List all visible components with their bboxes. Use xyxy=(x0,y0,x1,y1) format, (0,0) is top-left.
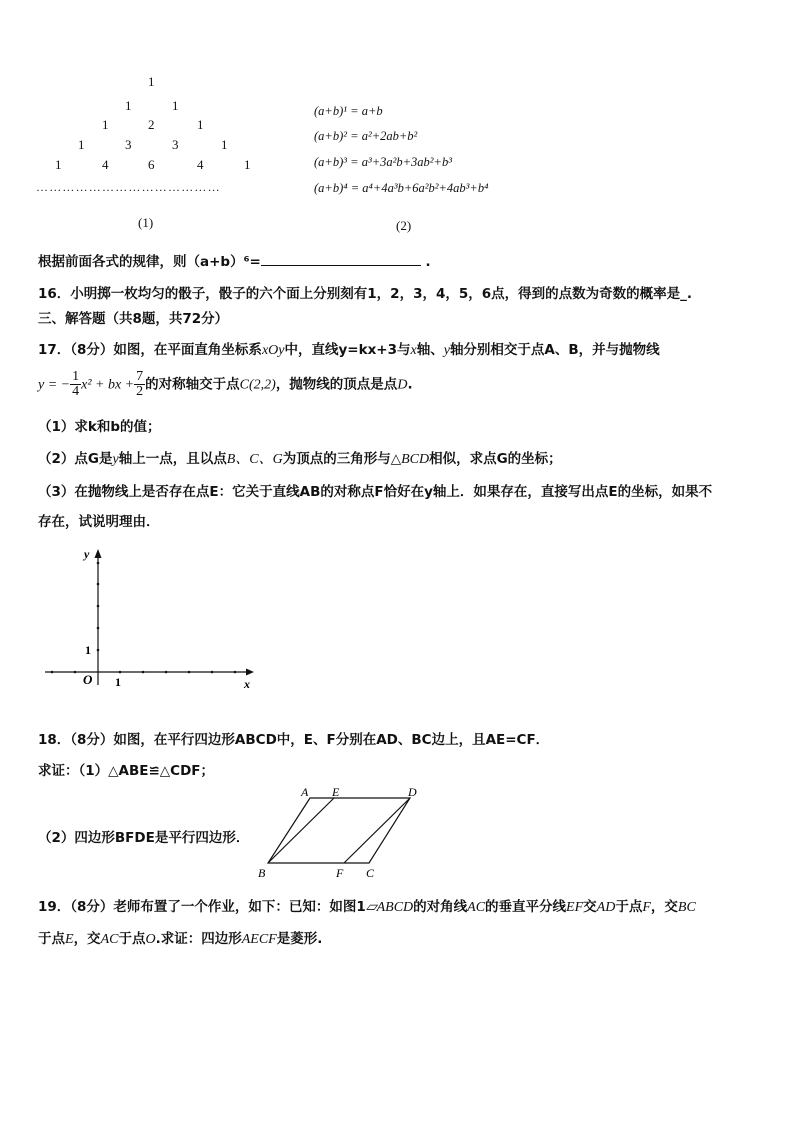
q18-line3: （2）四边形BFDE是平行四边形． xyxy=(38,830,250,846)
origin-label: O xyxy=(83,672,93,687)
pascal-r4-4: 1 xyxy=(221,137,228,152)
q19-line1 xyxy=(38,895,696,916)
point-e: E xyxy=(65,932,74,947)
x-axis-label: x xyxy=(244,677,250,690)
q17-text: 相似，求点G的坐标； xyxy=(429,451,562,467)
q17-text: 的对称轴交于点 xyxy=(145,376,240,393)
q17-text: 中，直线y=kx+3与 xyxy=(284,342,411,358)
fraction-quarter xyxy=(70,370,81,399)
parallelogram-abcd xyxy=(268,798,410,863)
q19-text: ，交 xyxy=(73,931,101,947)
q17-part2 xyxy=(38,447,562,468)
label-a: A xyxy=(301,786,309,799)
q19-line2 xyxy=(38,927,322,948)
figure-caption-1: (1) xyxy=(138,215,154,230)
pascal-r4-1: 1 xyxy=(78,137,85,152)
label-e: E xyxy=(332,786,340,799)
answer-blank xyxy=(261,253,421,266)
q17-line2 xyxy=(38,370,413,399)
label-d: D xyxy=(408,786,417,799)
q19-text: 的对角线 xyxy=(413,899,468,915)
point-f: F xyxy=(642,900,651,915)
q17-points: B、C、G xyxy=(226,452,283,467)
figure-caption-2: (2) xyxy=(396,218,412,233)
q19-text: 19．（8分）老师布置了一个作业，如下：已知：如图1 xyxy=(38,899,366,915)
coordinate-axes-figure xyxy=(40,545,265,690)
q17-text: 为顶点的三角形与△ xyxy=(282,451,402,467)
frac-den: 2 xyxy=(136,384,144,399)
pascal-r5-3: 6 xyxy=(148,157,155,172)
q19-text: 于点 xyxy=(38,931,65,947)
segment-ac: AC xyxy=(467,900,486,915)
y-axis-arrow xyxy=(95,549,102,558)
parallelogram-figure xyxy=(252,786,427,882)
segment-ef: EF xyxy=(566,900,584,915)
parallelogram-symbol: ▱ABCD xyxy=(365,900,414,915)
pascal-r5-5: 1 xyxy=(244,157,251,172)
q17-text: . xyxy=(407,376,413,393)
parabola-eq-mid: x² + bx + xyxy=(81,377,135,393)
point-o: O xyxy=(145,932,156,947)
expansion-2: (a+b)² = a²+2ab+b² xyxy=(314,129,418,143)
q18-line1: 18．（8分）如图，在平行四边形ABCD中，E、F分别在AD、BC边上，且AE=CF． xyxy=(38,732,550,748)
pascal-r5-2: 4 xyxy=(102,157,109,172)
pascal-r5-4: 4 xyxy=(197,157,204,172)
segment-fd xyxy=(344,798,410,863)
q17-text: 17．（8分）如图，在平面直角坐标系 xyxy=(38,342,262,358)
pascal-r3-2: 2 xyxy=(148,117,155,132)
q17-part3-line2: 存在，试说明理由． xyxy=(38,514,160,530)
segment-ad: AD xyxy=(596,900,616,915)
pascal-r2-2: 1 xyxy=(172,98,179,113)
triangle-bcd: BCD xyxy=(401,452,430,467)
q18-line2: 求证：（1）△ABE≌△CDF； xyxy=(38,763,215,779)
q17-part1: （1）求k和b的值； xyxy=(38,419,161,435)
fraction-seven-halves xyxy=(134,370,145,399)
x-unit-label: 1 xyxy=(115,675,121,689)
q17-y: y xyxy=(112,452,119,467)
expansion-4: (a+b)⁴ = a⁴+4a³b+6a²b²+4ab³+b⁴ xyxy=(314,181,489,195)
q19-text: 于点 xyxy=(615,899,643,915)
q17-text: 轴分别相交于点A、B，并与抛物线 xyxy=(449,342,660,358)
y-axis-label: y xyxy=(84,547,90,561)
segment-ac: AC xyxy=(100,932,119,947)
q17-part3-line1: （3）在抛物线上是否存在点E：它关于直线AB的对称点F恰好在y轴上．如果存在，直接写出点E的坐标，如果不 xyxy=(38,484,713,500)
label-c: C xyxy=(366,866,375,880)
point-d: D xyxy=(397,377,408,393)
parabola-eq-lhs: y = − xyxy=(38,377,71,393)
y-unit-label: 1 xyxy=(85,643,91,657)
expansion-3: (a+b)³ = a³+3a²b+3ab²+b³ xyxy=(314,155,452,169)
frac-num: 7 xyxy=(136,369,144,384)
q19-text: .求证：四边形 xyxy=(155,931,242,947)
q15-tail xyxy=(38,250,431,270)
segment-be xyxy=(268,798,334,863)
section-heading: 三、解答题（共8题，共72分） xyxy=(38,311,229,327)
question-16: 16．小明掷一枚均匀的骰子，骰子的六个面上分别刻有1，2，3，4，5，6点，得到的点数为奇数的概率是_. xyxy=(38,286,693,302)
label-f: F xyxy=(336,866,344,880)
x-axis-arrow xyxy=(246,669,254,676)
q19-text: 于点 xyxy=(118,931,146,947)
q15-end: . xyxy=(425,254,431,270)
q17-x: x xyxy=(410,343,417,358)
q19-text: 的垂直平分线 xyxy=(485,899,567,915)
pascal-r1-1: 1 xyxy=(148,74,155,89)
pascal-dots: …………………………………… xyxy=(36,180,221,194)
frac-num: 1 xyxy=(72,369,80,384)
quadrilateral-aecf: AECF xyxy=(241,932,277,947)
expansion-1: (a+b)¹ = a+b xyxy=(314,104,383,118)
pascal-r4-2: 3 xyxy=(125,137,132,152)
q15-text: 根据前面各式的规律，则（a+b）⁶= xyxy=(38,254,261,270)
q17-text: （2）点G是 xyxy=(38,451,113,467)
q19-text: 交 xyxy=(583,899,597,915)
q19-text: ，交 xyxy=(650,899,678,915)
label-b: B xyxy=(258,866,266,880)
q19-text: 是菱形. xyxy=(276,931,323,947)
q17-text: 轴、 xyxy=(416,342,444,358)
q17-text: ，抛物线的顶点是点 xyxy=(275,376,398,393)
point-c: C(2,2) xyxy=(239,377,276,393)
q17-text: 轴上一点，且以点 xyxy=(118,451,227,467)
segment-bc: BC xyxy=(677,900,696,915)
pascal-r4-3: 3 xyxy=(172,137,179,152)
pascal-r3-3: 1 xyxy=(197,117,204,132)
pascal-r2-1: 1 xyxy=(125,98,132,113)
q17-xoy: xOy xyxy=(261,343,285,358)
pascal-r3-1: 1 xyxy=(102,117,109,132)
pascal-r5-1: 1 xyxy=(55,157,62,172)
frac-den: 4 xyxy=(72,384,80,399)
q17-y: y xyxy=(443,343,450,358)
q17-line1 xyxy=(38,338,660,359)
